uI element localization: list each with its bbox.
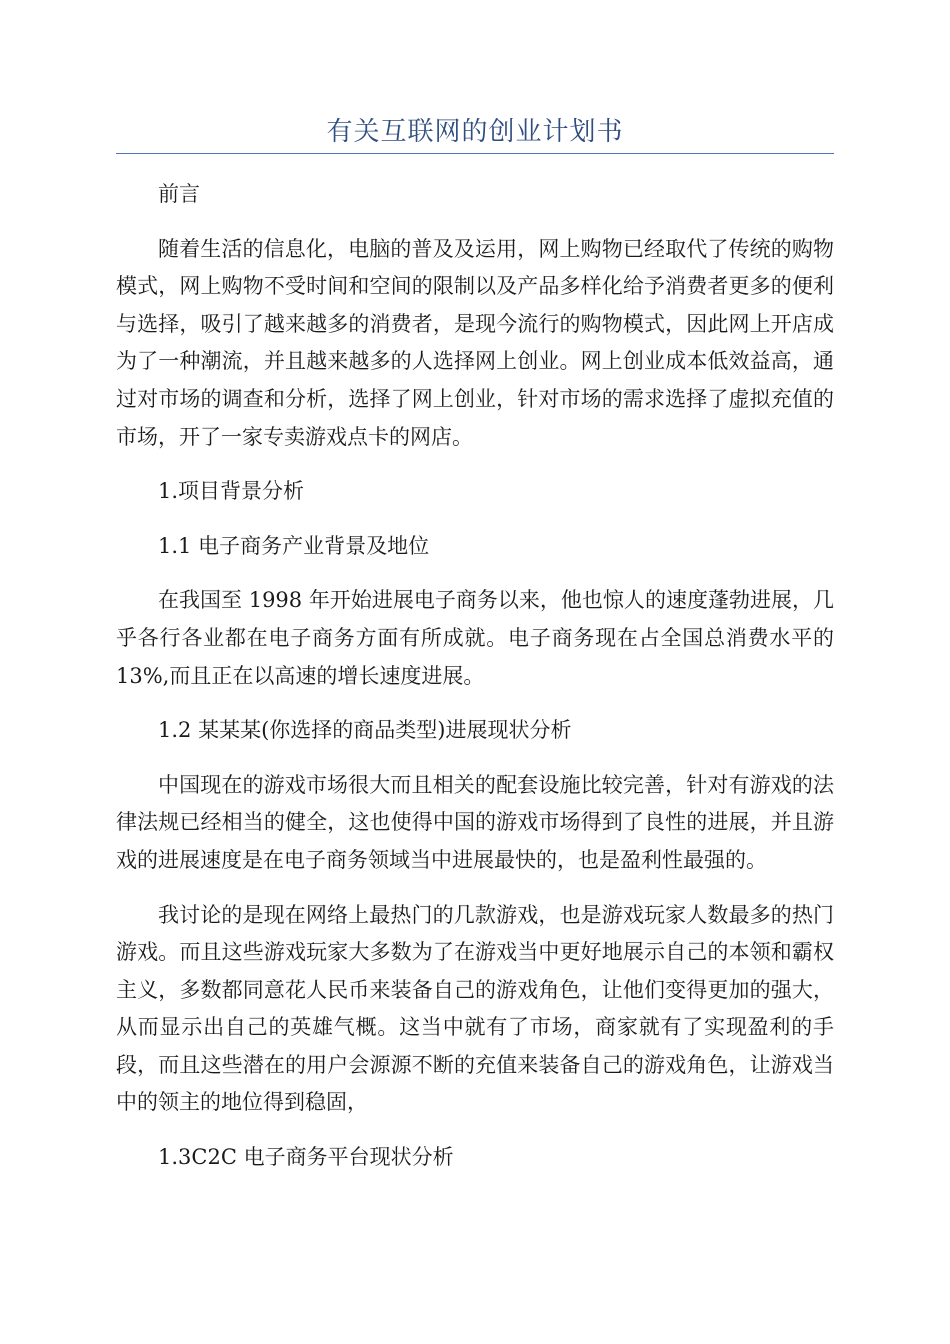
heading-c2c-platform: 1.3C2C 电子商务平台现状分析 <box>158 1145 454 1170</box>
heading-ecommerce-background: 1.1 电子商务产业背景及地位 <box>158 533 430 558</box>
document-body <box>116 176 834 1194</box>
title-underline <box>116 153 834 154</box>
heading-project-background: 1.项目背景分析 <box>158 479 305 504</box>
paragraph-preface-heading: 前言 <box>158 182 200 206</box>
document-title: 有关互联网的创业计划书 <box>326 117 624 147</box>
paragraph-preface: 随着生活的信息化，电脑的普及及运用，网上购物已经取代了传统的购物模式，网上购物不受时间和空间的限制以及产品多样化给予消费者更多的便利与选择，吸引了越来越多的消费者，是现今流行的购物模式，因此网上开店成为了一种潮流，并且越来越多的人选择网上创业。网上创业成本低效益高，通过对市场的调查和分析，选择了网上创业，针对市场的需求选择了虚拟充值的市场，开了一家专卖游戏点卡的网店。 <box>116 236 834 449</box>
paragraph-game-players: 我讨论的是现在网络上最热门的几款游戏，也是游戏玩家人数最多的热门游戏。而且这些游戏玩家大多数为了在游戏当中更好地展示自己的本领和霸权主义，多数都同意花人民币来装备自己的游戏角色，让他们变得更加的强大，从而显示出自己的英雄气概。这当中就有了市场，商家就有了实现盈利的手段，而且这些潜在的用户会源源不断的充值来装备自己的游戏角色，让游戏当中的领主的地位得到稳固， <box>116 902 834 1115</box>
paragraph-ecommerce-background: 在我国至 1998 年开始进展电子商务以来，他也惊人的速度蓬勃进展，几乎各行各业都在电子商务方面有所成就。电子商务现在占全国总消费水平的 13%,而且正在以高速的增长速度进展。 <box>116 588 834 688</box>
heading-product-status: 1.2 某某某(你选择的商品类型)进展现状分析 <box>158 718 572 743</box>
paragraph-game-market: 中国现在的游戏市场很大而且相关的配套设施比较完善，针对有游戏的法律法规已经相当的健全，这也使得中国的游戏市场得到了良性的进展，并且游戏的进展速度是在电子商务领域当中进展最快的，也是盈利性最强的。 <box>116 772 834 872</box>
